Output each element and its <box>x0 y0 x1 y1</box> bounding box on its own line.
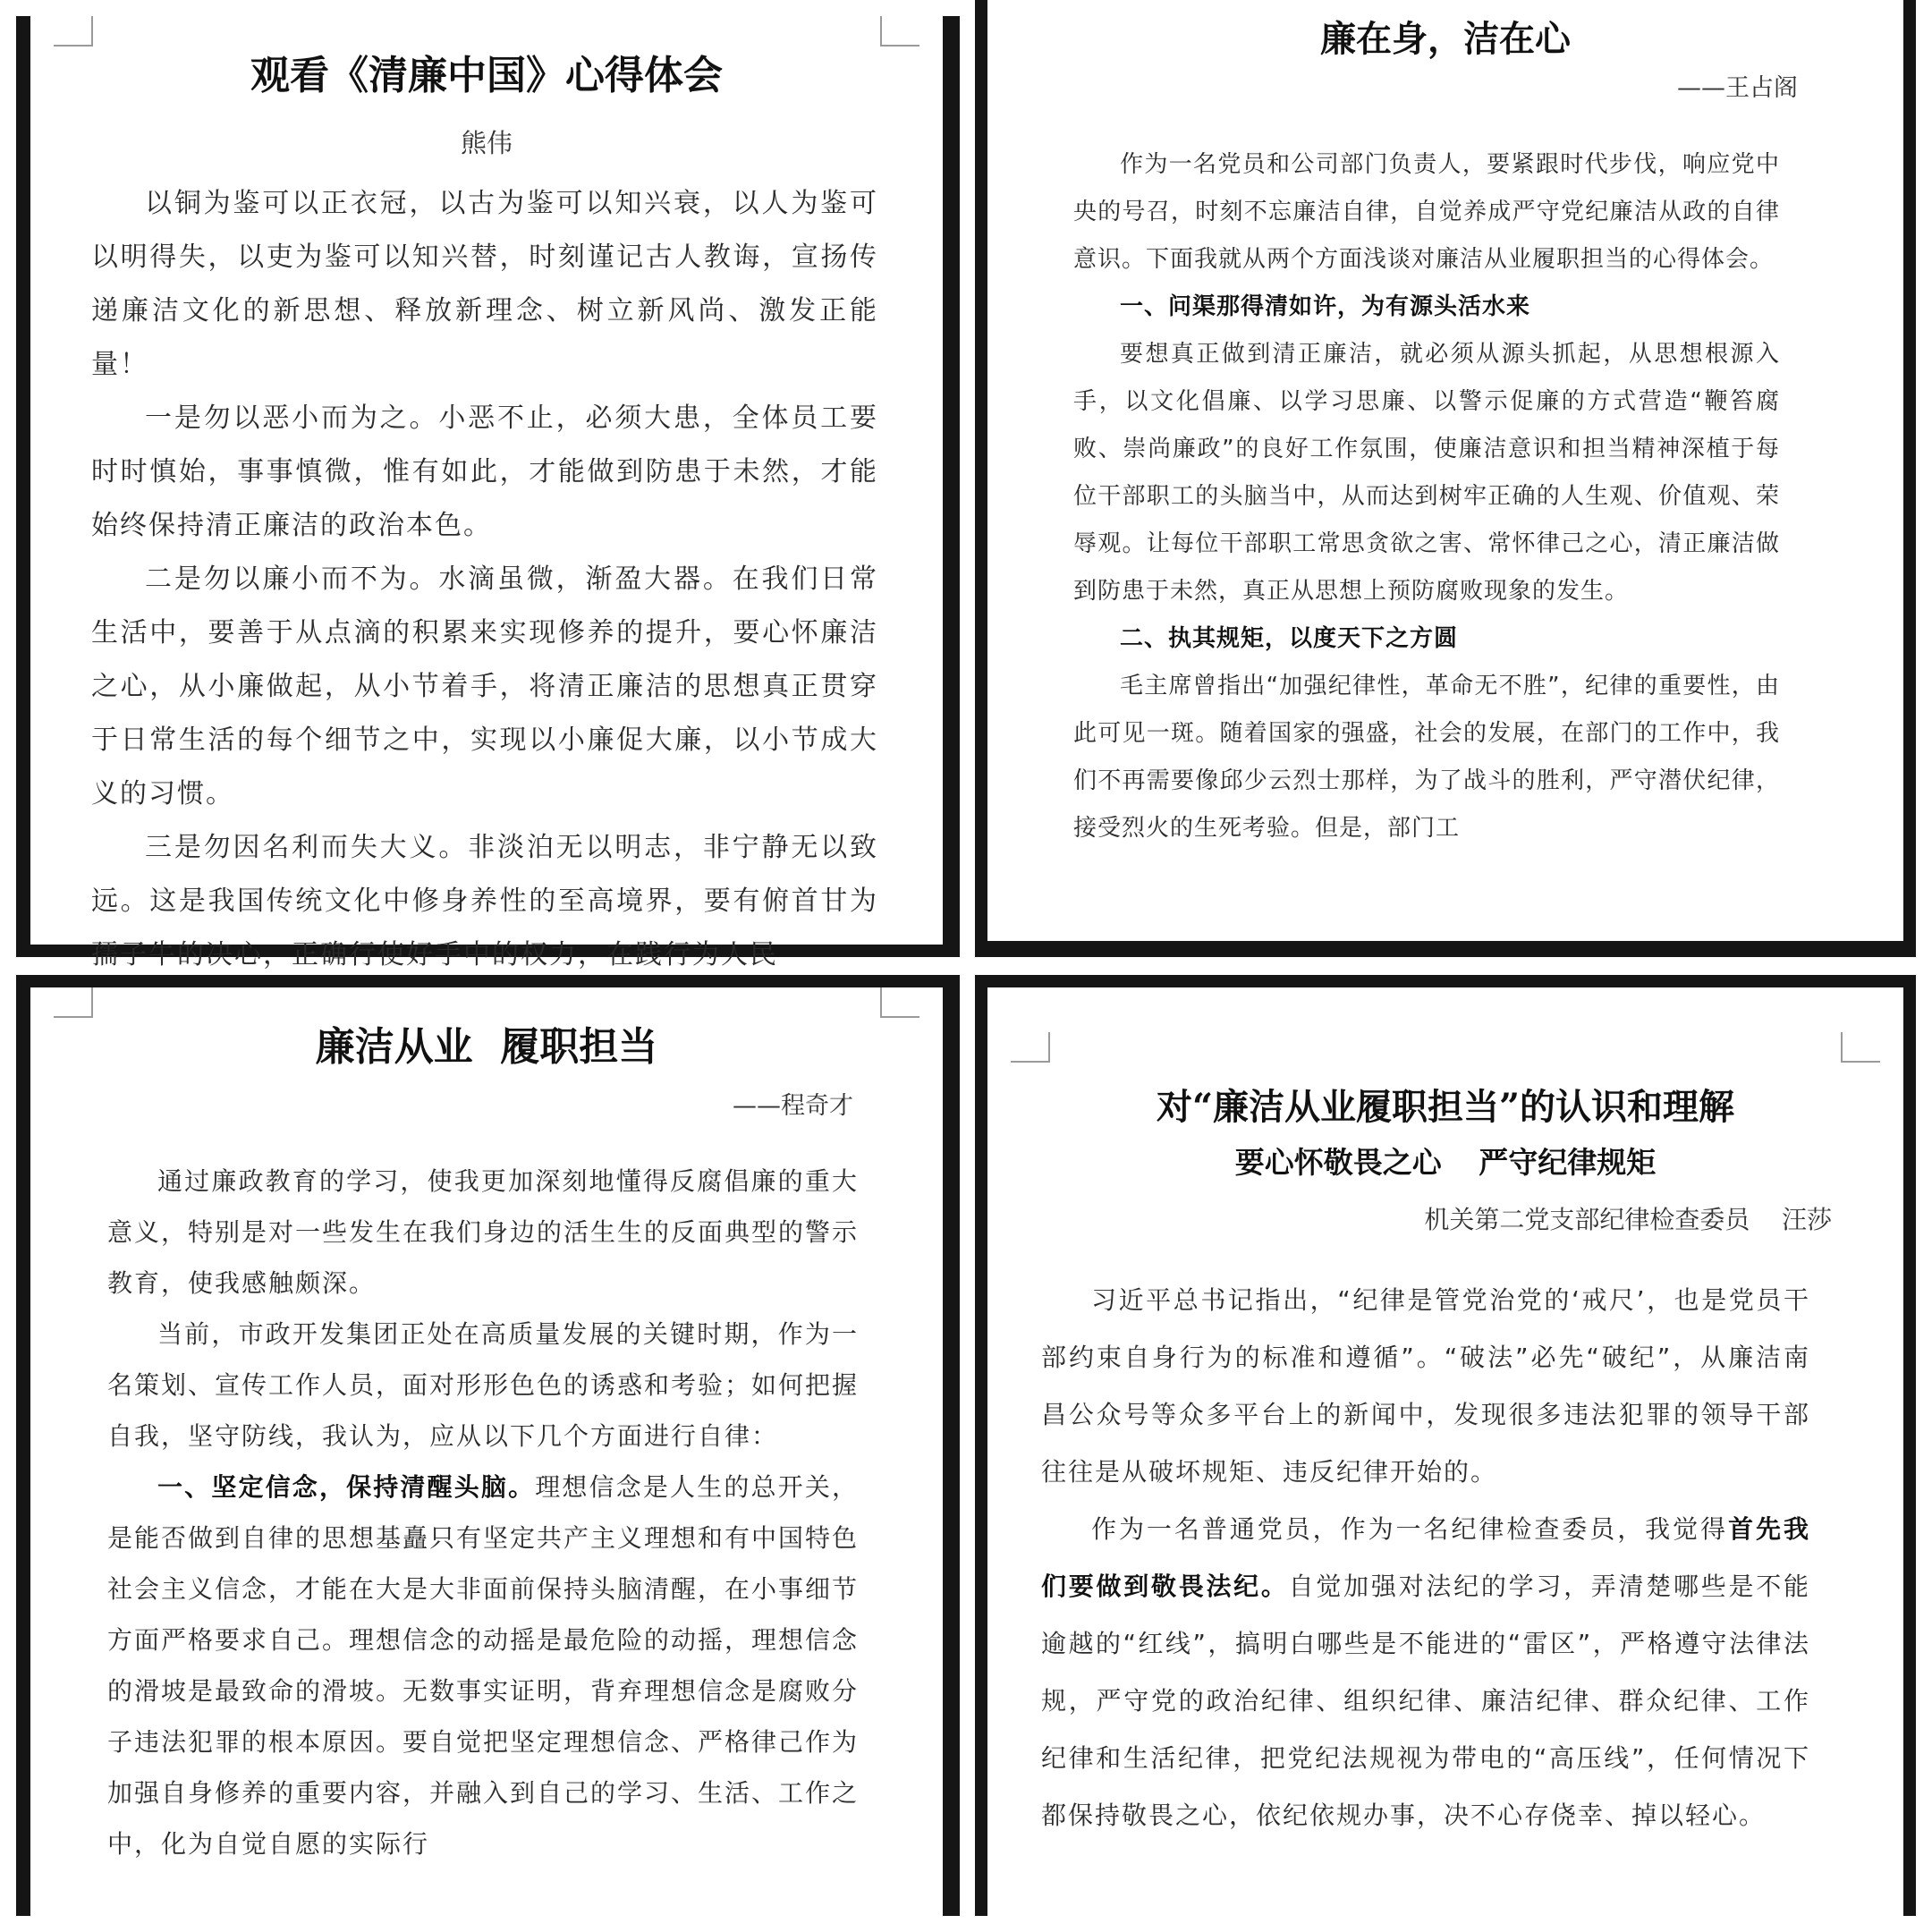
document-page <box>987 987 1903 1916</box>
section-heading: 一、问渠那得清如许，为有源头活水来 <box>1120 293 1531 320</box>
document-body <box>91 177 878 982</box>
author-name: 机关第二党支部纪律检查委员 汪莎 <box>1424 1205 1832 1234</box>
author-name: ——程奇才 <box>733 1092 853 1120</box>
paragraph-text: 理想信念是人生的总开关，是能否做到自律的思想基矗只有坚定共产主义理想和有中国特色社会主义信念，才能在大是大非面前保持头脑清醒，在小事细节方面严格要求自己。理想信念的动摇是最危险的动摇，理想信念的滑坡是最致命的滑坡。无数事实证明，背弃理想信念是腐败分子违法犯罪的根本原因。要自觉把坚定理想信念、严格律己作为加强自身修养的重要内容，并融入到自己的学习、生活、工作之中，化为自觉自愿的实际行 <box>107 1472 860 1859</box>
document-body <box>107 1156 859 1869</box>
document-title: 廉洁从业 履职担当 <box>315 1024 658 1070</box>
paragraph: 毛主席曾指出“加强纪律性，革命无不胜”，纪律的重要性，由此可见一斑。随着国家的强盛，社会的发展，在部门的工作中，我们不再需要像邱少云烈士那样，为了战斗的胜利，严守潜伏纪律，接受烈火的生死考验。但是，部门工 <box>1073 673 1780 842</box>
margin-corner-mark <box>880 987 919 1018</box>
document-page <box>30 987 943 1916</box>
paragraph <box>1041 1501 1810 1844</box>
paragraph: 二是勿以廉小而不为。水滴虽微，渐盈大器。在我们日常生活中，要善于从点滴的积累来实现修养的提升，要心怀廉洁之心，从小廉做起，从小节着手，将清正廉洁的思想真正贯穿于日常生活的每个细节之中，实现以小廉促大廉，以小节成大义的习惯。 <box>91 564 878 809</box>
document-title: 廉在身，洁在心 <box>1320 18 1571 60</box>
inline-bold-text: 首先我们要做到敬畏法纪。 <box>1041 1514 1810 1601</box>
document-panel-2 <box>975 0 1916 957</box>
section-heading: 二、执其规矩，以度天下之方圆 <box>1120 625 1459 652</box>
paragraph: 当前，市政开发集团正处在高质量发展的关键时期，作为一名策划、宣传工作人员，面对形形色色的诱惑和考验；如何把握自我，坚守防线，我认为，应从以下几个方面进行自律： <box>107 1319 860 1451</box>
paragraph: 以铜为鉴可以正衣冠，以古为鉴可以知兴衰，以人为鉴可以明得失，以吏为鉴可以知兴替，时刻谨记古人教诲，宣扬传递廉洁文化的新思想、释放新理念、树立新风尚、激发正能量！ <box>91 188 878 380</box>
margin-corner-mark <box>880 16 919 47</box>
margin-corner-mark <box>54 987 93 1018</box>
paragraph: 习近平总书记指出，“纪律是管党治党的‘戒尺’，也是党员干部约束自身行为的标准和遵循”。“破法”必先“破纪”，从廉洁南昌公众号等众多平台上的新闻中，发现很多违法犯罪的领导干部往往是从破坏规矩、违反纪律开始的。 <box>1041 1285 1810 1487</box>
document-title: 对“廉洁从业履职担当”的认识和理解 <box>1156 1086 1734 1128</box>
document-subtitle: 要心怀敬畏之心 严守纪律规矩 <box>1234 1145 1657 1180</box>
margin-corner-mark <box>1011 1032 1050 1063</box>
document-panel-4 <box>975 975 1916 1916</box>
paragraph-text: 自觉加强对法纪的学习，弄清楚哪些是不能逾越的“红线”，搞明白哪些是不能进的“雷区”，严格遵守法律法规，严守党的政治纪律、组织纪律、廉洁纪律、群众纪律、工作纪律和生活纪律，把党纪法规视为带电的“高压线”，任何情况下都保持敬畏之心，依纪依规办事，决不心存侥幸、掉以轻心。 <box>1041 1572 1810 1830</box>
inline-bold-heading: 一、坚定信念，保持清醒头脑。 <box>157 1472 536 1502</box>
paragraph: 通过廉政教育的学习，使我更加深刻地懂得反腐倡廉的重大意义，特别是对一些发生在我们身边的活生生的反面典型的警示教育，使我感触颇深。 <box>107 1166 860 1298</box>
margin-corner-mark <box>54 16 93 47</box>
document-page <box>30 16 943 970</box>
paragraph-text: 作为一名普通党员，作为一名纪律检查委员，我觉得 <box>1091 1514 1729 1544</box>
document-page <box>987 0 1903 941</box>
document-title: 观看《清廉中国》心得体会 <box>250 53 723 98</box>
author-name: 熊伟 <box>460 128 513 158</box>
paragraph: 作为一名党员和公司部门负责人，要紧跟时代步伐，响应党中央的号召，时刻不忘廉洁自律，自觉养成严守党纪廉洁从政的自律意识。下面我就从两个方面浅谈对廉洁从业履职担当的心得体会。 <box>1073 151 1780 273</box>
paragraph: 三是勿因名利而失大义。非淡泊无以明志，非宁静无以致远。这是我国传统文化中修身养性的至高境界，要有俯首甘为孺子牛的决心，正确行使好手中的权力，在践行为人民 <box>91 832 878 970</box>
paragraph <box>107 1462 859 1869</box>
document-panel-3 <box>16 975 960 1916</box>
margin-corner-mark <box>1841 1032 1880 1063</box>
author-name: ——王占阁 <box>1677 74 1798 102</box>
document-body <box>1041 1272 1810 1844</box>
document-body <box>1073 141 1780 852</box>
document-panel-1 <box>16 16 960 970</box>
paragraph: 要想真正做到清正廉洁，就必须从源头抓起，从思想根源入手，以文化倡廉、以学习思廉、以警示促廉的方式营造“鞭笞腐败、崇尚廉政”的良好工作氛围，使廉洁意识和担当精神深植于每位干部职工的头脑当中，从而达到树牢正确的人生观、价值观、荣辱观。让每位干部职工常思贪欲之害、常怀律己之心，清正廉洁做到防患于未然，真正从思想上预防腐败现象的发生。 <box>1073 341 1780 605</box>
paragraph: 一是勿以恶小而为之。小恶不止，必须大患，全体员工要时时慎始，事事慎微，惟有如此，才能做到防患于未然，才能始终保持清正廉洁的政治本色。 <box>91 402 878 541</box>
